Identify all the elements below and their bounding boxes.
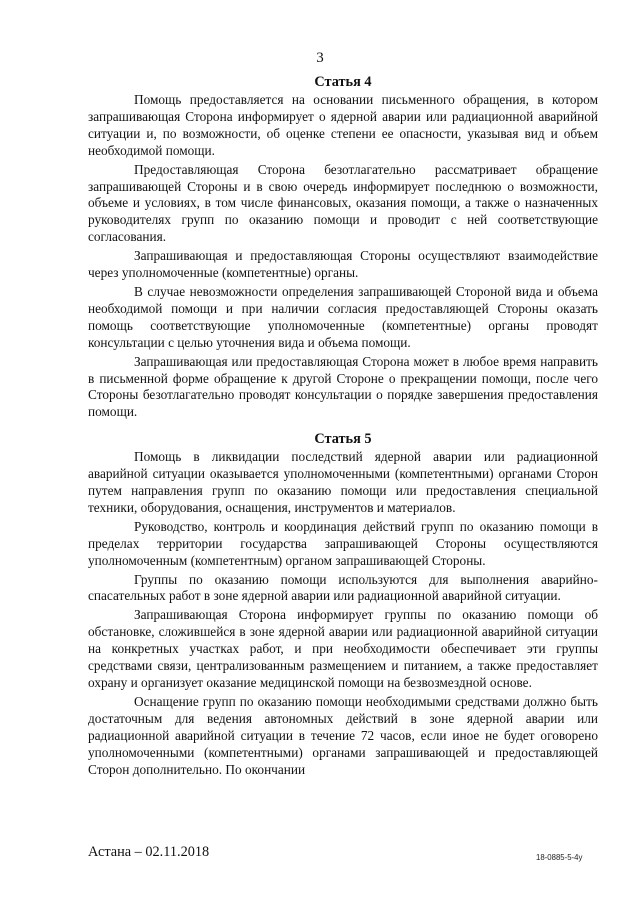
article-5-paragraph-3: Группы по оказанию помощи используются для выполнения аварийно-спасательных работ в зоне ядерной аварии или радиационной аварийной ситуации. (88, 571, 598, 604)
article-5-paragraph-5: Оснащение групп по оказанию помощи необходимыми средствами должно быть достаточным для ведения автономных действий в зоне ядерной аварии или радиационной аварийной ситуации в течение 72 часов, если иное не будет оговорено уполномоченными (компетентными) органами запрашивающей и предоставляющей Сторон дополнительно. По окончании (88, 693, 598, 777)
article-4-paragraph-5: Запрашивающая или предоставляющая Сторона может в любое время направить в письменной форме обращение к другой Стороне о прекращении помощи, после чего Стороны безотлагательно проводят консультации о порядке завершения предоставления помощи. (88, 353, 598, 420)
article-5-title: Статья 5 (314, 431, 372, 448)
article-5-paragraph-4: Запрашивающая Сторона информирует группы по оказанию помощи об обстановке, сложившейся в зоне ядерной аварии или радиационной аварийной ситуации на конкретных участках работ, и при необходимости обеспечивает эти группы средствами связи, централизованным размещением и питанием, а также предоставляет охрану и организует оказание медицинской помощи на безвозмездной основе. (88, 607, 598, 690)
article-4-paragraph-1: Помощь предоставляется на основании письменного обращения, в котором запрашивающая Сторона информирует о ядерной аварии или радиационной аварийной ситуации и, по возможности, об оценке степени ее опасности, указывая вид и объем необходимой помощи. (88, 92, 598, 158)
article-5-paragraph-1: Помощь в ликвидации последствий ядерной аварии или радиационной аварийной ситуации оказывается уполномоченными (компетентными) органами Сторон путем направления групп по оказанию помощи или предоставления специальной техники, оборудования, оснащения, инструментов и материалов. (88, 449, 598, 515)
document-body (88, 74, 598, 780)
article-5-paragraph-2: Руководство, контроль и координация действий групп по оказанию помощи в пределах территории государства запрашивающей Стороны осуществляются уполномоченным (компетентным) органом запрашивающей Стороны. (88, 518, 598, 568)
page-number: 3 (316, 50, 324, 66)
article-4-paragraph-2: Предоставляющая Сторона безотлагательно рассматривает обращение запрашивающей Стороны и в свою очередь информирует последнюю о возможности, объеме и условиях, в том числе финансовых, оказания помощи, а также о назначенных руководителях групп по оказанию помощи и проводит с ней соответствующие согласования. (88, 161, 598, 245)
article-4-paragraph-3: Запрашивающая и предоставляющая Стороны осуществляют взаимодействие через уполномоченные (компетентные) органы. (88, 248, 598, 281)
article-4-title: Статья 4 (314, 74, 372, 90)
footer-place-date: Астана – 02.11.2018 (88, 844, 210, 860)
article-4-paragraph-4: В случае невозможности определения запрашивающей Стороной вида и объема необходимой помощи и при наличии согласия предоставляющей Стороны оказать помощь соответствующие уполномоченные (компетентные) органы проводят консультации с целью уточнения вида и объема помощи. (88, 283, 598, 350)
footer-document-code: 18-0885-5-4у (536, 853, 583, 862)
